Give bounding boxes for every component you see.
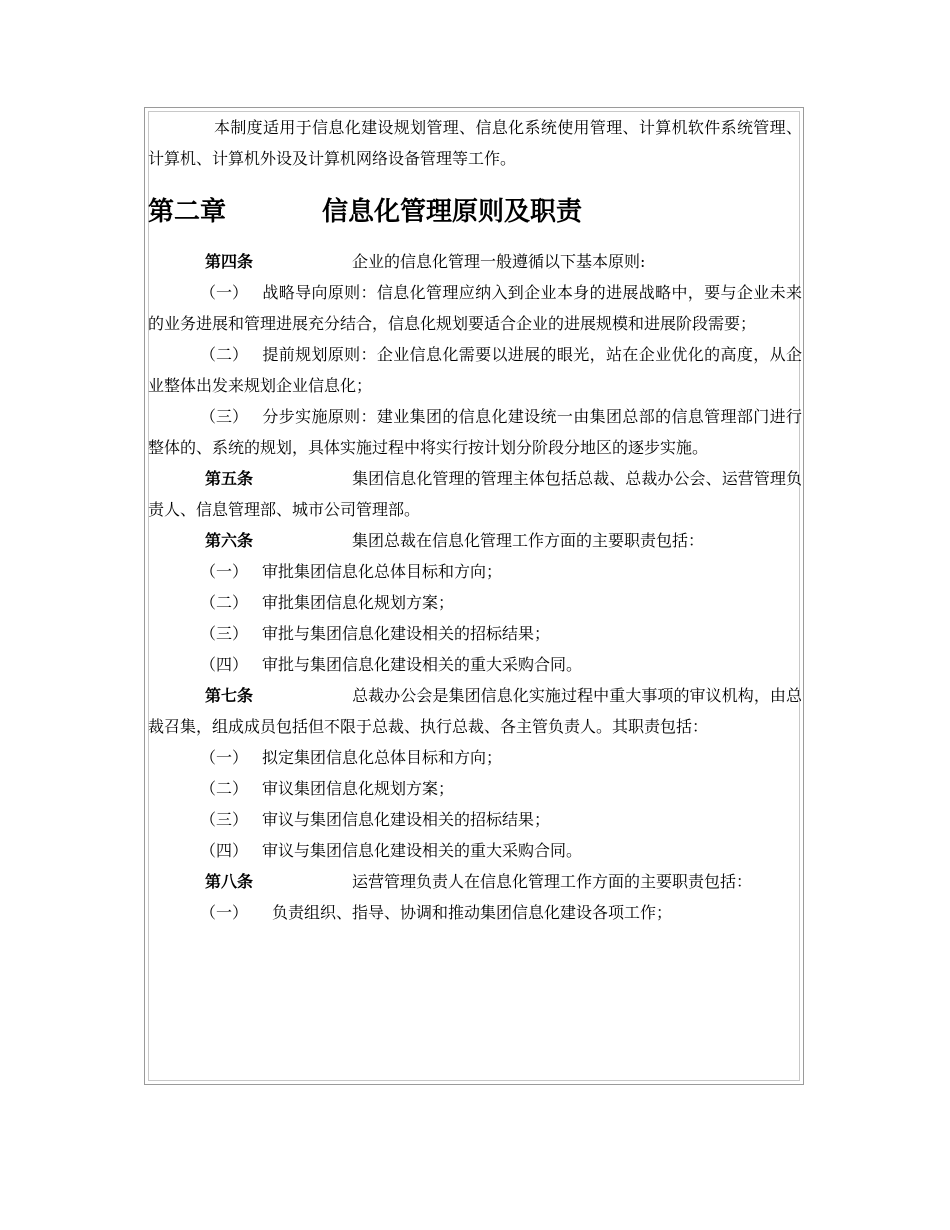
- article-6: [148, 525, 802, 556]
- document-content: [148, 112, 802, 928]
- article-5: [148, 463, 802, 525]
- item-text: 审批与集团信息化建设相关的招标结果；: [262, 624, 551, 643]
- intro-paragraph: 本制度适用于信息化建设规划管理、信息化系统使用管理、计算机软件系统管理、计算机、计算机外设及计算机网络设备管理等工作。: [148, 118, 802, 168]
- article-6-item-4: [148, 649, 802, 680]
- article-4-item-3: [148, 401, 802, 463]
- chapter-title: 信息化管理原则及职责: [322, 197, 583, 227]
- article-7-item-4: [148, 835, 802, 866]
- article-6-text: 集团总裁在信息化管理工作方面的主要职责包括：: [352, 531, 705, 550]
- item-number: （三）: [200, 407, 249, 426]
- item-text: 审批集团信息化规划方案；: [262, 593, 455, 612]
- item-number: （二）: [200, 779, 249, 798]
- item-text: 提前规划原则：企业信息化需要以进展的眼光，站在企业优化的高度，从企业整体出发来规划企业信息化；: [148, 345, 802, 395]
- item-number: （四）: [200, 841, 249, 860]
- item-text: 审批与集团信息化建设相关的重大采购合同。: [262, 655, 583, 674]
- item-text: 负责组织、指导、协调和推动集团信息化建设各项工作；: [272, 903, 673, 922]
- article-7-item-1: [148, 742, 802, 773]
- item-number: （一）: [200, 903, 249, 922]
- item-number: （二）: [200, 345, 249, 364]
- article-6-item-2: [148, 587, 802, 618]
- item-text: 审批集团信息化总体目标和方向；: [262, 562, 503, 581]
- article-8-text: 运营管理负责人在信息化管理工作方面的主要职责包括：: [352, 872, 753, 891]
- item-text: 分步实施原则：建业集团的信息化建设统一由集团总部的信息管理部门进行整体的、系统的规划，具体实施过程中将实行按计划分阶段分地区的逐步实施。: [148, 407, 802, 457]
- article-7-item-2: [148, 773, 802, 804]
- item-text: 审议集团信息化规划方案；: [262, 779, 455, 798]
- article-7-item-3: [148, 804, 802, 835]
- item-text: 审议与集团信息化建设相关的重大采购合同。: [262, 841, 583, 860]
- article-5-heading: 第五条: [205, 469, 254, 488]
- article-5-text: 集团信息化管理的管理主体包括总裁、总裁办公会、运营管理负责人、信息管理部、城市公司管理部。: [148, 469, 802, 519]
- article-8: [148, 866, 802, 897]
- article-4: [148, 246, 802, 277]
- article-8-heading: 第八条: [205, 872, 254, 891]
- item-number: （三）: [200, 624, 249, 643]
- item-text: 战略导向原则：信息化管理应纳入到企业本身的进展战略中，要与企业未来的业务进展和管理进展充分结合，信息化规划要适合企业的进展规模和进展阶段需要；: [148, 283, 802, 333]
- article-4-item-2: [148, 339, 802, 401]
- item-number: （一）: [200, 283, 249, 302]
- article-6-item-3: [148, 618, 802, 649]
- article-4-text: 企业的信息化管理一般遵循以下基本原则:: [352, 252, 646, 271]
- item-text: 拟定集团信息化总体目标和方向；: [262, 748, 503, 767]
- article-6-heading: 第六条: [205, 531, 254, 550]
- item-number: （一）: [200, 748, 249, 767]
- chapter-number: 第二章: [148, 197, 227, 227]
- article-8-item-1: [148, 897, 802, 928]
- item-number: （一）: [200, 562, 249, 581]
- item-text: 审议与集团信息化建设相关的招标结果；: [262, 810, 551, 829]
- item-number: （四）: [200, 655, 249, 674]
- article-7-heading: 第七条: [205, 686, 254, 705]
- item-number: （二）: [200, 593, 249, 612]
- chapter-heading: [148, 188, 802, 236]
- article-4-heading: 第四条: [205, 252, 254, 271]
- item-number: （三）: [200, 810, 249, 829]
- article-6-item-1: [148, 556, 802, 587]
- article-7-text: 总裁办公会是集团信息化实施过程中重大事项的审议机构，由总裁召集，组成成员包括但不限于总裁、执行总裁、各主管负责人。其职责包括：: [148, 686, 802, 736]
- article-7: [148, 680, 802, 742]
- article-4-item-1: [148, 277, 802, 339]
